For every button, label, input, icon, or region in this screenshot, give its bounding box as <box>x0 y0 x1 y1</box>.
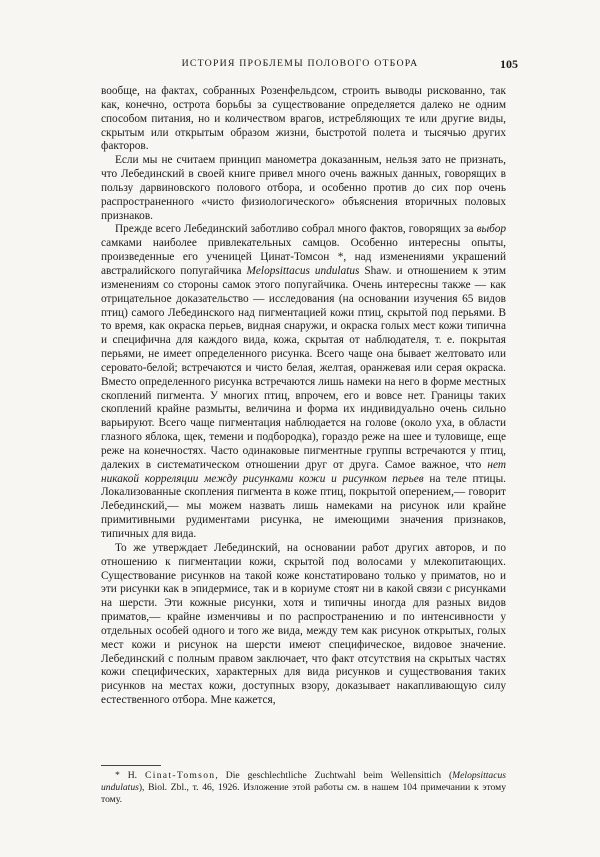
footnote-species: Melopsittacus undulatus <box>101 770 506 793</box>
paragraph-3-part-4: на теле птицы. Локализованные скопления пигмента в коже птиц, покрытой оперением,— говорит Лебединский,— мы можем назвать лишь намеками на рисунок или крайне примитивными рудиментами рисунка, не имеющими значения признаков, типичных для вида. <box>101 472 507 540</box>
emphasis-no-correlation: нет никакой корреляции между рисунками кожи и рисунком перьев <box>101 458 506 485</box>
footnote-marker: * Н. <box>115 770 146 781</box>
paragraph-4: То же утверждает Лебединский, на основании работ других авторов, и по отношению к пигментации кожи, скрытой под волосами у млекопитающих. Существование рисунков на такой коже констатировано только у приматов, но и эти рисунки как в эпидермисе, так и в кориуме стоят ни в какой связи с рисунками на шерсти. Эти кожные рисунки, хотя и типичны иногда для разных видов приматов,— крайне изменчивы и по распространению и по интенсивности у отдельных особей одного и того же вида, между тем как рисунок открытых, голых мест кожи и рисунок на шерсти имеют специфическое, видовое значение. Лебединский с полным правом заключает, что факт отсутствия на скрытых частях кожи специфических, характерных для вида рисунков и существования таких рисунков на местах кожи, доступных взору, доказывает накапливающую силу естественного отбора. Мне кажется, <box>101 541 506 707</box>
paragraph-2: Если мы не считаем принцип манометра доказанным, нельзя зато не признать, что Лебединский в своей книге привел много очень важных данных, говорящих в пользу дарвиновского полового отбора, и особенно против до сих пор очень распространенного «чисто физиологического» объяснения вторичных половых признаков. <box>101 154 506 222</box>
emphasis-choice: выбор <box>476 223 506 236</box>
body-text <box>101 85 506 708</box>
running-title: ИСТОРИЯ ПРОБЛЕМЫ ПОЛОВОГО ОТБОРА <box>181 58 419 69</box>
footnote-author: Cinat-Tomson <box>145 770 216 781</box>
paragraph-1: вообще, на фактах, собранных Розенфельдсом, строить выводы рискованно, так как, конечно, острота борьбы за существование определяется далеко не одним способом питания, но и количеством врагов, истребляющих те или другие виды, скрытым или открытым образом жизни, быстротой полета и тысячью других факторов. <box>101 85 506 153</box>
paragraph-3-part-1: Прежде всего Лебединский заботливо собрал много фактов, говорящих за <box>115 223 477 236</box>
paragraph-3-part-2: самками наиболее привлекательных самцов. Особенно интересны опыты, произведенные его ученицей Цинат-Томсон *, над изменениями украшений австралийского попугайчика <box>101 237 506 277</box>
footnote-rule <box>101 765 161 766</box>
paragraph-3 <box>101 223 506 541</box>
page-number: 105 <box>500 57 518 71</box>
footnote-text-2: ), Biol. Zbl., т. 46, 1926. Изложение этой работы см. в нашем 104 примечании к этому тому. <box>101 782 506 805</box>
species-name: Melopsittacus undulatus <box>246 264 360 277</box>
footnote <box>101 770 506 806</box>
paragraph-3-part-3: Shaw. и отношением к этим изменениям со стороны самок этого попугайчика. Очень интересны также — как отрицательное доказательство — исследования (на основании изучения 65 видов птиц) самого Лебединского над пигментацией кожи птиц, скрытой под перьями. В то время, как окраска перьев, видная снаружи, и окраска голых мест кожи типична и специфична для каждого вида, кожа, скрытая от наблюдателя, т. е. покрытая перьями, не имеет определенного рисунка. Всего чаще она бывает желтовато или серовато-белой; встречаются и чисто белая, желтая, оранжевая или серая окраска. Вместо определенного рисунка встречаются лишь намеки на него в форме местных скоплений пигмента. У многих птиц, впрочем, его и вовсе нет. Границы таких скоплений крайне размыты, величина и форма их индивидуально очень сильно варьируют. Всего чаще пигментация наблюдается на голове (около уха, в области глазного яблока, щек, темени и подбородка), гораздо реже на шее и туловище, еще реже на конечностях. Часто одинаковые пигментные группы встречаются у птиц, далеких в систематическом отношении друг от друга. Самое важное, что <box>101 264 506 471</box>
footnote-text-1: , Die geschlechtliche Zuchtwahl beim Wellensittich ( <box>215 770 453 781</box>
